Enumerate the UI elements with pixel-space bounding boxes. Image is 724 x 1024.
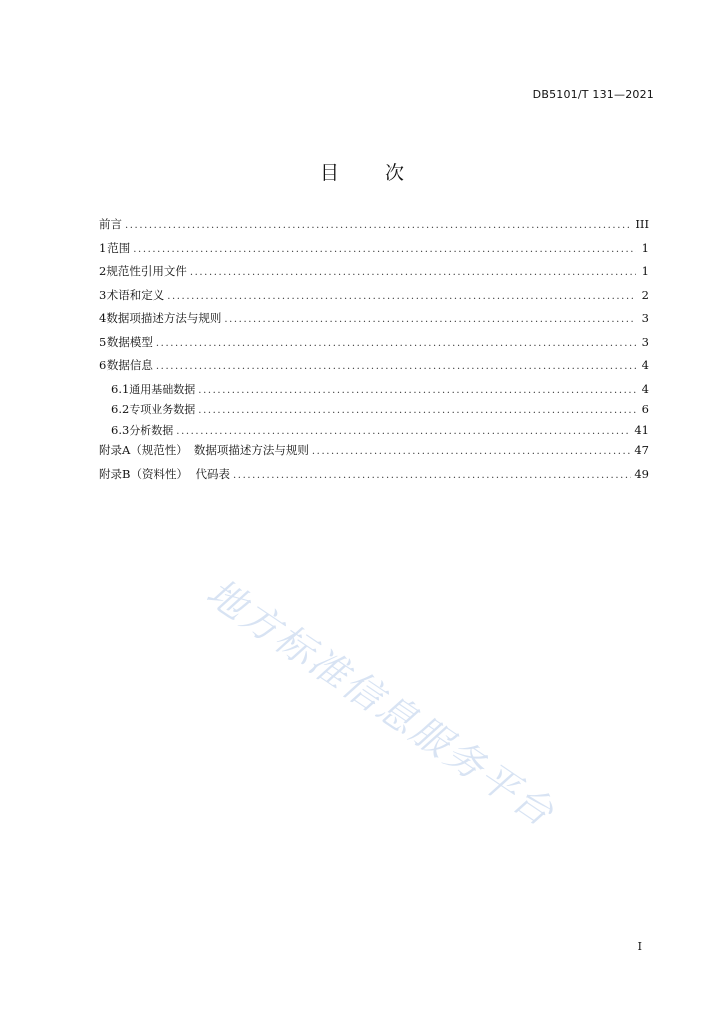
- toc-leader-dots: [198, 405, 636, 416]
- toc-entry-terms[interactable]: [99, 287, 649, 311]
- toc-leader-dots: [156, 361, 636, 372]
- toc-leader-dots: [233, 470, 631, 481]
- toc-entry-number: 2: [99, 264, 107, 278]
- toc-entry-general-basic-data[interactable]: [99, 381, 649, 402]
- toc-entry-page: 4: [641, 381, 649, 396]
- toc-entry-page: 4: [641, 358, 649, 372]
- toc-entry-label: 数据信息: [106, 358, 153, 372]
- page-number: I: [637, 940, 642, 953]
- toc-leader-dots: [125, 220, 632, 231]
- toc-entry-page: 3: [641, 311, 649, 325]
- toc-entry-number: 1: [99, 240, 107, 255]
- toc-entry-number: 6.2: [111, 402, 130, 416]
- toc-entry-analysis-data[interactable]: [99, 422, 649, 443]
- toc-entry-label: 专项业务数据: [129, 403, 196, 416]
- toc-leader-dots: [224, 314, 636, 325]
- toc-entry-label: 数据项描述方法与规则: [193, 443, 309, 457]
- toc-entry-foreword[interactable]: [99, 216, 649, 240]
- toc-entry-page: III: [635, 217, 649, 231]
- toc-leader-dots: [198, 385, 636, 396]
- toc-leader-dots: [167, 291, 636, 302]
- toc-entry-appendix-a[interactable]: [99, 442, 649, 466]
- title-char-1: 目: [319, 162, 339, 184]
- toc-entry-page: 49: [634, 466, 649, 481]
- toc-entry-number: 3: [99, 287, 107, 302]
- toc-entry-number: 附录A（规范性）: [99, 443, 188, 457]
- table-of-contents: [99, 216, 649, 489]
- toc-entry-page: 47: [634, 443, 649, 457]
- toc-entry-label: 数据项描述方法与规则: [106, 311, 222, 325]
- toc-entry-page: 41: [634, 422, 649, 437]
- toc-entry-page: 6: [641, 402, 649, 416]
- toc-entry-label: 分析数据: [129, 423, 174, 437]
- toc-leader-dots: [176, 426, 631, 437]
- toc-entry-page: 1: [641, 264, 649, 278]
- toc-leader-dots: [312, 446, 631, 457]
- toc-entry-number: 6.1: [111, 381, 130, 396]
- toc-entry-label: 通用基础数据: [129, 382, 196, 396]
- toc-entry-data-item-rules[interactable]: [99, 310, 649, 334]
- toc-entry-page: 2: [641, 287, 649, 302]
- toc-entry-page: 1: [641, 240, 649, 255]
- toc-entry-number: 4: [99, 311, 107, 325]
- toc-entry-label: 规范性引用文件: [106, 264, 187, 278]
- toc-entry-data-model[interactable]: [99, 334, 649, 358]
- toc-entry-number: 附录B（资料性）: [99, 466, 188, 481]
- toc-entry-appendix-b[interactable]: [99, 466, 649, 490]
- toc-entry-data-information[interactable]: [99, 357, 649, 381]
- toc-leader-dots: [156, 338, 636, 349]
- watermark: 地方标准信息服务平台: [198, 570, 564, 836]
- page-title: [0, 158, 724, 185]
- toc-entry-page: 3: [641, 334, 649, 349]
- document-code: DB5101/T 131—2021: [532, 88, 654, 101]
- toc-entry-label: 代码表: [195, 466, 231, 481]
- toc-entry-label: 前言: [99, 217, 122, 231]
- toc-entry-scope[interactable]: [99, 240, 649, 264]
- toc-entry-label: 范围: [107, 240, 131, 255]
- toc-leader-dots: [190, 267, 636, 278]
- toc-entry-label: 数据模型: [106, 334, 153, 349]
- toc-entry-number: 6.3: [111, 422, 130, 437]
- title-char-2: 次: [385, 162, 405, 184]
- toc-entry-label: 术语和定义: [106, 287, 165, 302]
- toc-entry-number: 5: [99, 334, 107, 349]
- toc-entry-special-business-data[interactable]: [99, 401, 649, 422]
- toc-leader-dots: [133, 244, 636, 255]
- toc-entry-normative-references[interactable]: [99, 263, 649, 287]
- toc-entry-number: 6: [99, 358, 107, 372]
